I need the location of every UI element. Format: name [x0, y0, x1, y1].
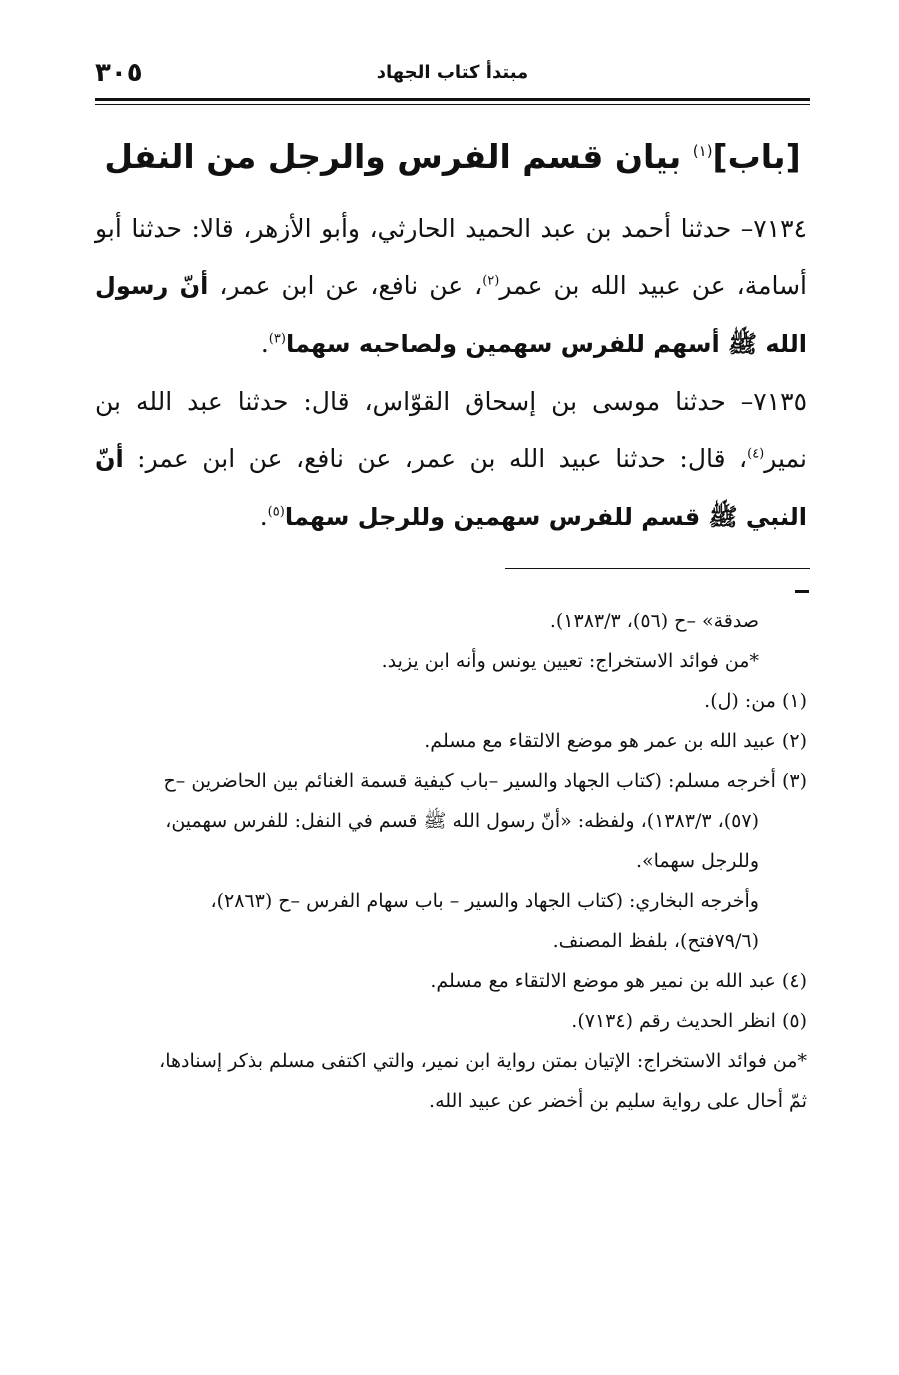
hadith-7134-isnad: ٧١٣٤– حدثنا أحمد بن عبد الحميد الحارثي، وأبو الأزهر، قالا: حدثنا أبو أسامة، عن عبيد الله بن عمر — [95, 214, 808, 300]
hadith-7135-isnad: ٧١٣٥– حدثنا موسى بن إسحاق القوّاس، قال: حدثنا عبد الله بن نمير — [95, 387, 807, 473]
footnote-ref-2: (٢) — [482, 273, 500, 289]
hadith-7135-end: . — [259, 502, 268, 531]
footnote-benefit: *من فوائد الاستخراج: الإتيان بمتن رواية ابن نمير، والتي اكتفى مسلم بذكر إسنادها، — [159, 1050, 807, 1072]
footnote-ref-3: (٣) — [268, 331, 286, 347]
chapter-title — [95, 137, 810, 176]
hadith-7134-isnad-b: ، عن نافع، عن ابن عمر، — [208, 271, 483, 300]
footnote-benefit-line-2: ثمّ أحال على رواية سليم بن أخضر عن عبيد الله. — [429, 1090, 807, 1112]
hadith-7135 — [95, 373, 807, 546]
footnote-ref-1: (١) — [692, 142, 713, 160]
footnote-3-line-3: وللرجل سهما». — [635, 850, 759, 872]
footnote-separator — [505, 568, 810, 569]
footnote-3-bukhari-line-2: (٧٩/٦فتح)، بلفظ المصنف. — [552, 930, 759, 952]
footnote-4: (٤) عبد الله بن نمير هو موضع الالتقاء مع مسلم. — [430, 970, 807, 992]
header-rule-thin — [95, 104, 810, 105]
hadith-7134 — [95, 200, 807, 373]
footnote-3: (٣) أخرجه مسلم: (كتاب الجهاد والسير –باب كيفية قسمة الغنائم بين الحاضرين –ح — [163, 770, 807, 792]
hadith-7134-matn: أنّ رسول الله ﷺ أسهم للفرس سهمين ولصاحبه سهما — [95, 272, 807, 358]
footnote-3-bukhari: وأخرجه البخاري: (كتاب الجهاد والسير – باب سهام الفرس –ح (٢٨٦٣)، — [210, 890, 759, 912]
footnote-continuation: صدقة» –ح (٥٦)، ١٣٨٣/٣). — [549, 610, 759, 632]
chapter-open: [باب] — [712, 137, 801, 176]
hadith-7135-isnad-b: ، قال: حدثنا عبيد الله بن عمر، عن نافع، عن ابن عمر: — [123, 444, 748, 473]
hadith-7134-end: . — [260, 329, 269, 358]
footnote-3-line-2: (٥٧)، ١٣٨٣/٣)، ولفظه: «أنّ رسول الله ﷺ قسم في النفل: للفرس سهمين، — [165, 810, 759, 832]
hadith-7135-matn: أنّ النبي ﷺ قسم للفرس سهمين وللرجل سهما — [95, 445, 807, 531]
footnote-2: (٢) عبيد الله بن عمر هو موضع الالتقاء مع مسلم. — [424, 730, 807, 752]
page-header — [95, 58, 810, 94]
page-number: ٣٠٥ — [95, 58, 143, 88]
chapter-title-text: بيان قسم الفرس والرجل من النفل — [104, 137, 693, 176]
header-rule-thick — [95, 98, 810, 101]
footnotes — [85, 601, 807, 1121]
footnote-ref-5: (٥) — [267, 504, 285, 520]
footnote-5: (٥) انظر الحديث رقم (٧١٣٤). — [571, 1010, 807, 1032]
running-title: مبتدأ كتاب الجهاد — [376, 62, 529, 83]
footnote-ref-4: (٤) — [747, 446, 765, 462]
continuation-mark — [795, 590, 809, 593]
footnote-1: (١) من: (ل). — [704, 690, 807, 712]
footnote-continuation-benefit: *من فوائد الاستخراج: تعيين يونس وأنه ابن يزيد. — [381, 650, 759, 672]
